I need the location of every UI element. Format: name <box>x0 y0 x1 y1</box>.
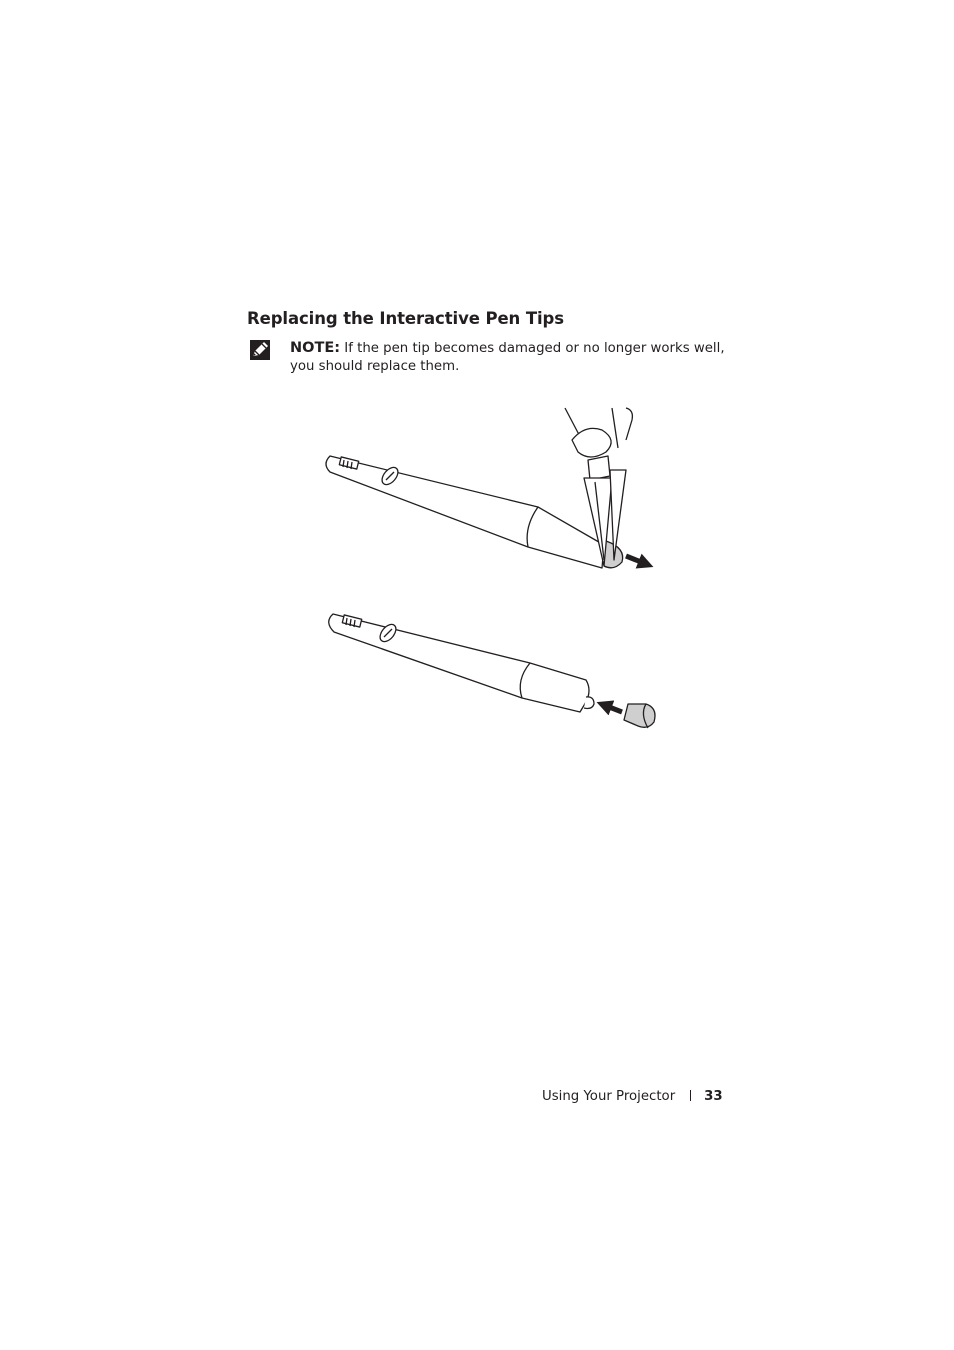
note-pencil-icon <box>249 339 271 361</box>
footer-chapter: Using Your Projector <box>542 1089 676 1104</box>
note-text: If the pen tip becomes damaged or no longer works well, you should replace them. <box>290 341 725 374</box>
pen-inserting-tip <box>329 614 655 728</box>
pen-tip-replacement-illustration <box>318 404 663 734</box>
section-title: Replacing the Interactive Pen Tips <box>247 309 564 328</box>
note-label: NOTE: <box>290 340 341 356</box>
page-number: 33 <box>704 1089 723 1104</box>
note <box>290 340 730 375</box>
page-footer <box>542 1088 724 1106</box>
footer-divider <box>690 1090 691 1101</box>
pen-removing-tip <box>326 408 646 568</box>
